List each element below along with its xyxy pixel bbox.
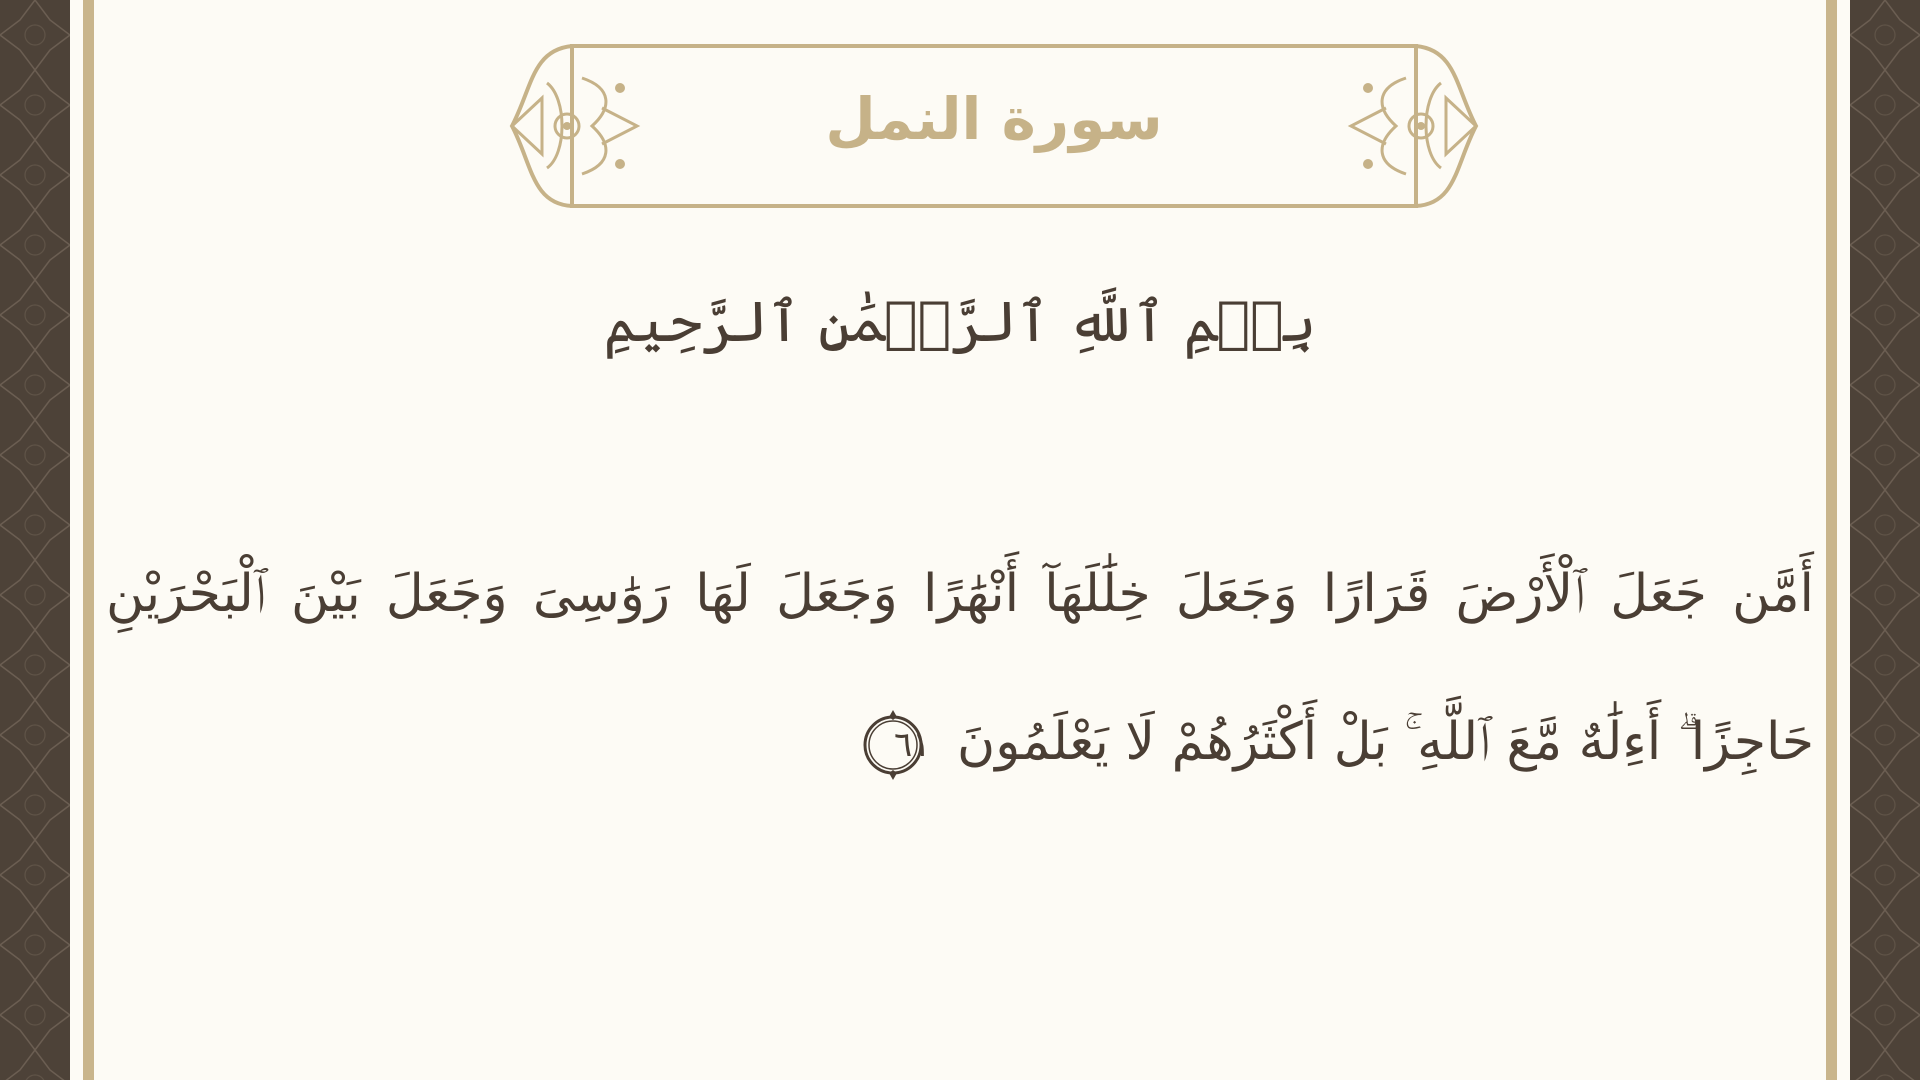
ayah-end-marker	[856, 708, 930, 782]
basmala: بِسۡمِ ٱللَّهِ ٱلرَّحۡمَٰنِ ٱلرَّحِيمِ	[603, 290, 1317, 355]
page-panel	[70, 0, 1850, 1080]
verse-block	[106, 520, 1814, 816]
surah-title: سورة النمل	[825, 85, 1163, 153]
right-gold-rule	[1826, 0, 1837, 1080]
verse-text: أَمَّن جَعَلَ ٱلْأَرْضَ قَرَارًا وَجَعَلَ خِلَٰلَهَآ أَنْهَٰرًا وَجَعَلَ لَهَا رَوَٰسِىَ وَجَعَلَ بَيْنَ ٱلْبَحْرَيْنِ حَاجِزًا ۗ أَءِلَٰهٌ مَّعَ ٱللَّهِ ۚ بَلْ أَكْثَرُهُمْ لَا يَعْلَمُونَ	[106, 564, 1814, 772]
surah-title-frame	[502, 28, 1486, 228]
right-ornamental-border	[1850, 0, 1920, 1080]
left-gold-rule	[83, 0, 94, 1080]
left-ornamental-border	[0, 0, 70, 1080]
ayah-number: ٦١	[893, 725, 931, 765]
